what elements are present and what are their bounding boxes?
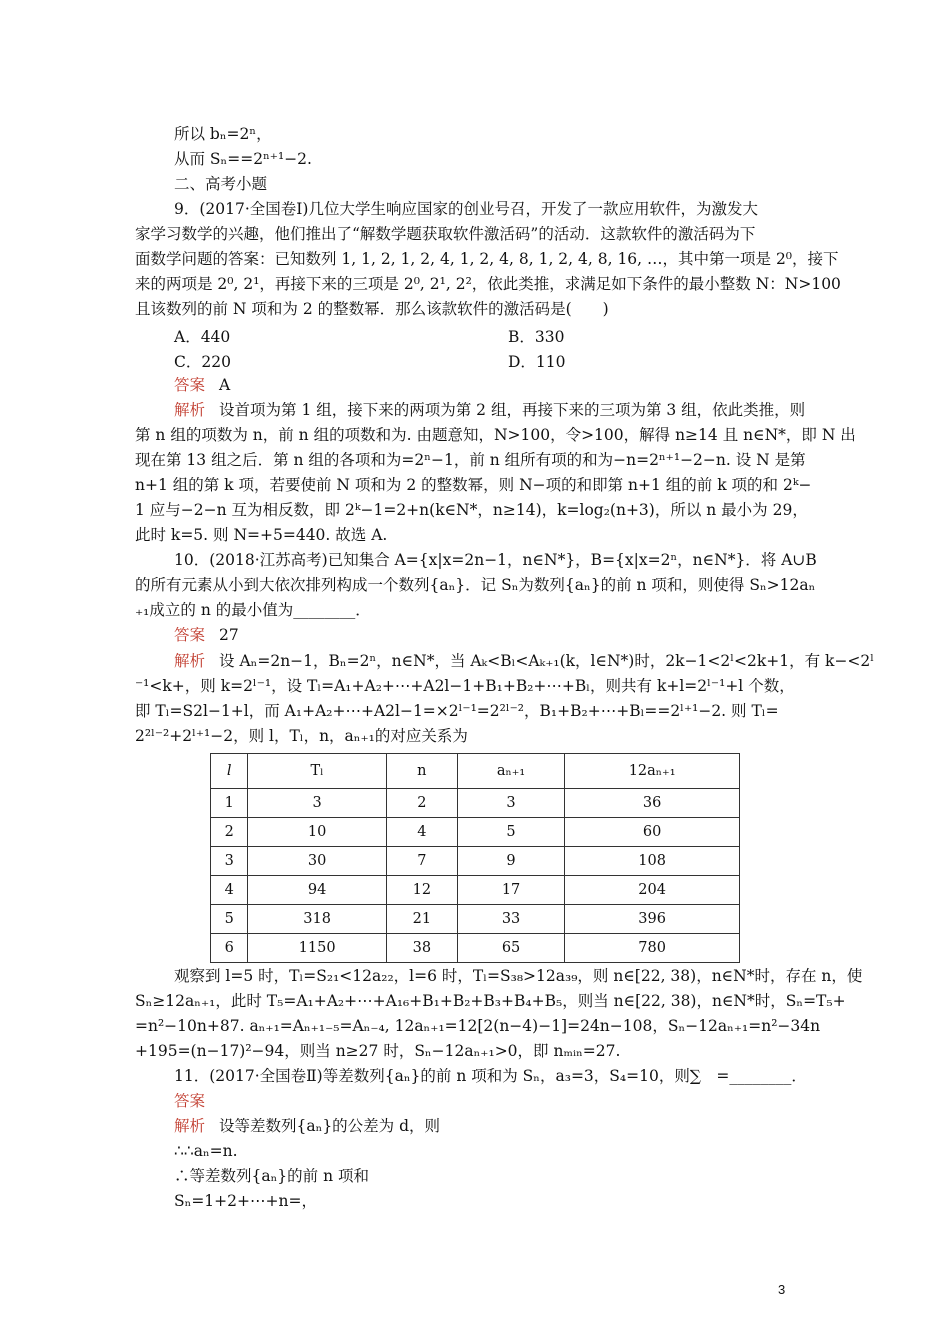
table-cell: 3 xyxy=(211,847,248,876)
table-cell: 5 xyxy=(211,905,248,934)
question-10-stem: 的所有元素从小到大依次排列构成一个数列{aₙ}．记 Sₙ为数列{aₙ}的前 n 项和，则使得 Sₙ>12aₙ xyxy=(135,576,816,594)
table-cell: 4 xyxy=(386,818,457,847)
table-cell: 7 xyxy=(386,847,457,876)
table-cell: 65 xyxy=(457,934,564,963)
solution-11-line: ∴∴aₙ=n. xyxy=(174,1142,238,1160)
section-heading: 二、高考小题 xyxy=(174,175,268,193)
solution-11-line: ∴等差数列{aₙ}的前 n 项和 xyxy=(174,1167,370,1185)
choice-b: B．330 xyxy=(508,328,565,346)
question-9-stem: 9．(2017·全国卷Ⅰ)几位大学生响应国家的创业号召，开发了一款应用软件，为激发大 xyxy=(174,200,758,218)
table-cell: 5 xyxy=(457,818,564,847)
answer-label: 答案 xyxy=(174,1092,206,1110)
table-row xyxy=(211,934,740,963)
solution-label: 解析 xyxy=(174,401,206,419)
question-9-stem: 来的两项是 2⁰, 2¹，再接下来的三项是 2⁰, 2¹, 2²，依此类推，求满足如下条件的最小整数 N：N>100 xyxy=(135,275,841,293)
solution-10-line: Sₙ≥12aₙ₊₁，此时 T₅=A₁+A₂+⋯+A₁₆+B₁+B₂+B₃+B₄+B₅，则当 n∈[22, 38)，n∈N*时，Sₙ=T₅+ xyxy=(135,992,846,1010)
solution-text: 设首项为第 1 组，接下来的两项为第 2 组，再接下来的三项为第 3 组，依此类推，则 xyxy=(219,401,806,419)
table-cell: 2 xyxy=(211,818,248,847)
choice-c: C．220 xyxy=(174,353,231,371)
page-number: 3 xyxy=(778,1282,786,1297)
answer-9 xyxy=(174,375,230,395)
question-10-stem: ₊₁成立的 n 的最小值为________． xyxy=(135,601,371,619)
solution-9-line: 1 应与−2−n 互为相反数，即 2ᵏ−1=2+n(k∈N*，n≥14)，k=log₂(n+3)，所以 n 最小为 29， xyxy=(135,501,808,519)
solution-10-line: 即 Tₗ=S2l−1+l，而 A₁+A₂+⋯+A2l−1=×2ˡ⁻¹=2²ˡ⁻²，B₁+B₂+⋯+Bₗ==2ˡ⁺¹−2. 则 Tₗ= xyxy=(135,702,779,720)
answer-value: A xyxy=(219,376,231,394)
table-cell: 1 xyxy=(211,789,248,818)
solution-text: 设等差数列{aₙ}的公差为 d，则 xyxy=(219,1117,441,1135)
solution-11-line xyxy=(174,1116,440,1136)
choice-d: D．110 xyxy=(508,353,566,371)
table-cell: 3 xyxy=(248,789,386,818)
table-cell: 108 xyxy=(565,847,740,876)
table-header-cell: 12aₙ₊₁ xyxy=(565,754,740,789)
question-11-stem: 11．(2017·全国卷Ⅱ)等差数列{aₙ}的前 n 项和为 Sₙ，a₃=3，S₄=10，则∑ =________． xyxy=(174,1067,807,1085)
answer-label: 答案 xyxy=(174,626,206,644)
question-9-stem: 家学习数学的兴趣，他们推出了“解数学题获取软件激活码”的活动．这款软件的激活码为下 xyxy=(135,225,756,243)
table-cell: 60 xyxy=(565,818,740,847)
solution-9-line xyxy=(174,400,805,420)
table-cell: 36 xyxy=(565,789,740,818)
solution-10-line: +195=(n−17)²−94，则当 n≥27 时，Sₙ−12aₙ₊₁>0，即 nₘᵢₙ=27. xyxy=(135,1042,621,1060)
answer-label: 答案 xyxy=(174,376,206,394)
table-cell: 3 xyxy=(457,789,564,818)
table-row xyxy=(211,847,740,876)
table-cell: 10 xyxy=(248,818,386,847)
table-cell: 17 xyxy=(457,876,564,905)
text-line: 从而 Sₙ==2ⁿ⁺¹−2. xyxy=(174,150,312,168)
question-10-stem: 10．(2018·江苏高考)已知集合 A={x|x=2n−1，n∈N*}，B={x|x=2ⁿ，n∈N*}．将 A∪B xyxy=(174,551,817,569)
solution-11-line: Sₙ=1+2+⋯+n=， xyxy=(174,1192,317,1210)
solution-label: 解析 xyxy=(174,1117,206,1135)
solution-9-line: 现在第 13 组之后．第 n 组的各项和为=2ⁿ−1，前 n 组所有项的和为−n=2ⁿ⁺¹−2−n. 设 N 是第 xyxy=(135,451,806,469)
choice-a: A．440 xyxy=(174,328,231,346)
table-cell: 12 xyxy=(386,876,457,905)
answer-10 xyxy=(174,625,239,645)
table-cell: 38 xyxy=(386,934,457,963)
table-header-row xyxy=(211,754,740,789)
solution-9-line: n+1 组的第 k 项，若要使前 N 项和为 2 的整数幂，则 N−项的和即第 n+1 组的前 k 项的和 2ᵏ− xyxy=(135,476,812,494)
answer-value: 27 xyxy=(219,626,239,644)
table-header-cell: Tₗ xyxy=(248,754,386,789)
table-cell: 204 xyxy=(565,876,740,905)
question-9-stem: 且该数列的前 N 项和为 2 的整数幂．那么该款软件的激活码是( ) xyxy=(135,300,609,318)
table-row xyxy=(211,905,740,934)
table-cell: 1150 xyxy=(248,934,386,963)
text-line: 所以 bₙ=2ⁿ， xyxy=(174,125,272,143)
table-row xyxy=(211,876,740,905)
correspondence-table xyxy=(210,753,740,963)
table-cell: 318 xyxy=(248,905,386,934)
table-cell: 94 xyxy=(248,876,386,905)
table-cell: 33 xyxy=(457,905,564,934)
table-cell: 780 xyxy=(565,934,740,963)
table-row xyxy=(211,789,740,818)
table-cell: 9 xyxy=(457,847,564,876)
table-header-cell: aₙ₊₁ xyxy=(457,754,564,789)
table-cell: 4 xyxy=(211,876,248,905)
solution-10-line: 观察到 l=5 时，Tₗ=S₂₁<12a₂₂，l=6 时，Tₗ=S₃₈>12a₃₉，则 n∈[22, 38)，n∈N*时，存在 n，使 xyxy=(174,967,863,985)
table-cell: 396 xyxy=(565,905,740,934)
solution-10-line: 2²ˡ⁻²+2ˡ⁺¹−2，则 l，Tₗ，n，aₙ₊₁的对应关系为 xyxy=(135,727,468,745)
solution-label: 解析 xyxy=(174,652,206,670)
solution-text: 设 Aₙ=2n−1，Bₙ=2ⁿ，n∈N*，当 Aₖ<Bₗ<Aₖ₊₁(k，l∈N*)时，2k−1<2ˡ<2k+1，有 k−<2ˡ xyxy=(219,652,875,670)
table-header-cell: n xyxy=(386,754,457,789)
answer-11 xyxy=(174,1091,219,1111)
solution-9-line: 此时 k=5. 则 N=+5=440. 故选 A. xyxy=(135,526,388,544)
table-cell: 30 xyxy=(248,847,386,876)
table-cell: 6 xyxy=(211,934,248,963)
solution-9-line: 第 n 组的项数为 n，前 n 组的项数和为. 由题意知，N>100，令>100，解得 n≥14 且 n∈N*，即 N 出 xyxy=(135,426,856,444)
solution-10-line xyxy=(174,651,874,671)
solution-10-line: ⁻¹<k+，则 k=2ˡ⁻¹，设 Tₗ=A₁+A₂+⋯+A2l−1+B₁+B₂+⋯+Bₗ，则共有 k+l=2ˡ⁻¹+l 个数， xyxy=(135,677,795,695)
table-row xyxy=(211,818,740,847)
question-9-stem: 面数学问题的答案：已知数列 1, 1, 2, 1, 2, 4, 1, 2, 4, 8, 1, 2, 4, 8, 16, …，其中第一项是 2⁰，接下 xyxy=(135,250,839,268)
solution-10-line: =n²−10n+87. aₙ₊₁=Aₙ₊₁₋₅=Aₙ₋₄, 12aₙ₊₁=12[2(n−4)−1]=24n−108，Sₙ−12aₙ₊₁=n²−34n xyxy=(135,1017,821,1035)
table-header-cell: l xyxy=(211,754,248,789)
table-cell: 2 xyxy=(386,789,457,818)
table-cell: 21 xyxy=(386,905,457,934)
